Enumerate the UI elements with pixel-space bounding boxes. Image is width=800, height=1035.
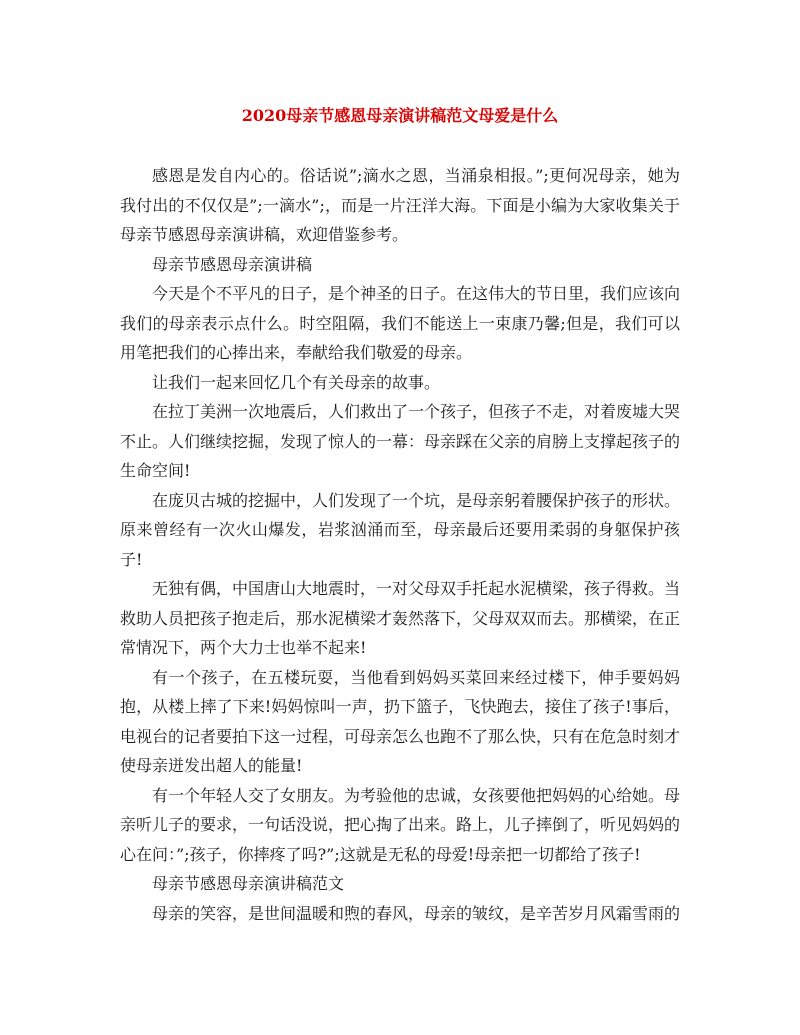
paragraph: 有一个孩子，在五楼玩耍，当他看到妈妈买菜回来经过楼下，伸手要妈妈抱，从楼上摔了下来!妈妈惊叫一声，扔下篮子，飞快跑去，接住了孩子!事后，电视台的记者要拍下这一过程，可母亲怎么也跑不了那么快，只有在危急时刻才使母亲迸发出超人的能量! [120, 667, 681, 775]
paragraph-intro: 感恩是发自内心的。俗话说”;滴水之恩，当涌泉相报。”;更何况母亲，她为我付出的不仅仅是”;一滴水”;，而是一片汪洋大海。下面是小编为大家收集关于母亲节感恩母亲演讲稿，欢迎借鉴参考。 [120, 166, 680, 244]
section-heading: 母亲节感恩母亲演讲稿 [152, 254, 313, 274]
paragraph: 有一个年轻人交了女朋友。为考验他的忠诚，女孩要他把妈妈的心给她。母亲听儿子的要求，一句话没说，把心掏了出来。路上，儿子摔倒了，听见妈妈的心在问：”;孩子，你摔疼了吗?”;这就是无私的母爱!母亲把一切都给了孩子! [120, 785, 681, 864]
document-title: 2020母亲节感恩母亲演讲稿范文母爱是什么 [241, 106, 559, 125]
paragraph: 母亲的笑容，是世间温暖和煦的春风，母亲的皱纹，是辛苦岁月风霜雪雨的 [152, 903, 681, 923]
document-body [120, 161, 680, 928]
paragraph: 让我们一起来回忆几个有关母亲的故事。 [152, 372, 441, 392]
paragraph: 今天是个不平凡的日子，是个神圣的日子。在这伟大的节日里，我们应该向我们的母亲表示点什么。时空阻隔，我们不能送上一束康乃馨;但是，我们可以用笔把我们的心捧出来，奉献给我们敬爱的母亲。 [120, 284, 681, 362]
paragraph: 在拉丁美洲一次地震后，人们救出了一个孩子，但孩子不走，对着废墟大哭不止。人们继续挖掘，发现了惊人的一幕：母亲踩在父亲的肩膀上支撑起孩子的生命空间! [120, 402, 681, 480]
paragraph: 无独有偶，中国唐山大地震时，一对父母双手托起水泥横梁，孩子得救。当救助人员把孩子抱走后，那水泥横梁才轰然落下，父母双双而去。那横梁，在正常情况下，两个大力士也举不起来! [120, 579, 681, 657]
section-heading: 母亲节感恩母亲演讲稿范文 [152, 874, 345, 893]
paragraph: 在庞贝古城的挖掘中，人们发现了一个坑，是母亲躬着腰保护孩子的形状。原来曾经有一次火山爆发，岩浆汹涌而至，母亲最后还要用柔弱的身躯保护孩子! [120, 490, 681, 569]
